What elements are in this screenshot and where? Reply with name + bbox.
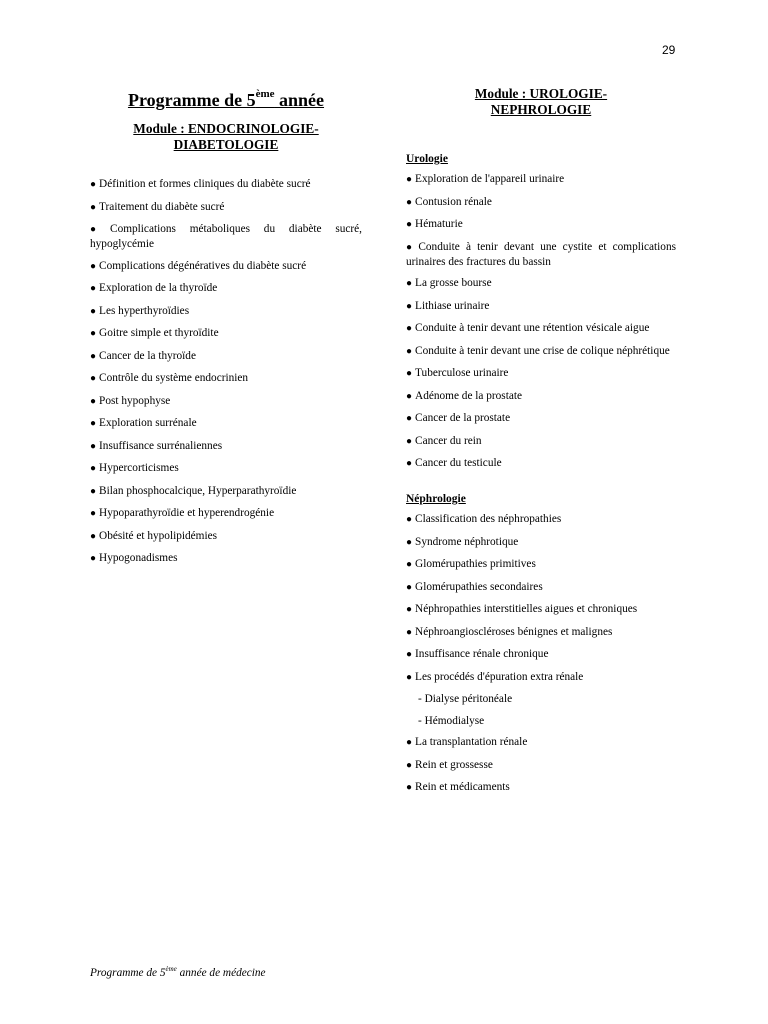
bullet-icon: ● [406,435,413,447]
list-item-text: Glomérupathies secondaires [415,580,543,593]
list-item [90,222,362,251]
list-item-text: Exploration de la thyroïde [99,282,218,294]
bullet-icon: ● [90,463,97,474]
bullet-icon: ● [90,179,97,190]
section-heading-nephrologie: Néphrologie [406,493,466,505]
list-item [90,484,362,499]
list-item [406,735,676,750]
list-item [406,366,676,381]
list-item-text: Post hypophyse [99,394,171,407]
nephrologie-list [406,512,676,795]
list-item-text: Hypoparathyroïdie et hyperendrogénie [99,507,275,519]
list-item-text: Adénome de la prostate [415,389,523,402]
bullet-icon: ● [406,782,413,793]
list-item-text: Cancer du testicule [415,457,502,469]
list-item-text: - Dialyse péritonéale [418,693,513,705]
bullet-icon: ● [406,413,413,424]
list-item-text: Exploration surrénale [99,417,197,429]
list-item [90,394,362,409]
footer-prefix: Programme de 5 [90,966,166,979]
bullet-icon: ● [406,219,413,230]
list-item-text: Glomérupathies primitives [415,558,536,570]
footer-suffix: année de médecine [176,966,266,979]
list-item-text: Conduite à tenir devant une rétention vésicale aigue [415,322,650,334]
list-item [406,780,676,795]
list-item [90,177,362,192]
bullet-icon: ● [406,581,413,593]
page-title-prefix: Programme de 5 [127,90,256,110]
bullet-icon: ● [406,390,413,402]
endocrinologie-list [90,177,362,566]
list-item [406,389,676,404]
list-item [406,195,676,210]
bullet-icon: ● [406,626,413,638]
list-item-text: Hématurie [415,218,463,230]
page-number: 29 [662,43,676,57]
bullet-icon: ● [90,553,97,564]
list-item-text: La transplantation rénale [415,736,528,748]
module-title-endocrinologie [90,121,362,153]
list-item-text: Rein et grossesse [415,758,493,771]
bullet-icon: ● [90,201,97,213]
list-item-text: Goitre simple et thyroïdite [99,327,219,339]
list-item [406,692,676,706]
module-title-line: Module : UROLOGIE- [474,86,608,101]
list-item [406,172,676,187]
bullet-icon: ● [90,395,97,407]
bullet-icon: ● [90,260,97,272]
list-item-text: Insuffisance surrénaliennes [99,439,223,452]
list-item [406,456,676,471]
bullet-icon: ● [90,508,97,519]
list-item [90,529,362,544]
list-item-text: Les procédés d'épuration extra rénale [415,670,584,683]
list-item [90,304,362,319]
list-item [406,321,676,336]
list-item-text: Définition et formes cliniques du diabète sucré [99,178,311,190]
footer-superscript: ème [165,965,177,973]
list-item-text: Contrôle du système endocrinien [99,372,249,384]
left-column [90,84,362,574]
list-item [406,625,676,640]
list-item [90,506,362,521]
page-footer [90,965,266,979]
module-title-line: DIABETOLOGIE [173,137,279,152]
list-item [406,647,676,662]
bullet-icon: ● [406,300,413,312]
bullet-icon: ● [406,671,413,683]
bullet-icon: ● [406,174,413,185]
list-item [406,557,676,572]
page-title [90,84,362,112]
right-column [406,86,676,803]
bullet-icon: ● [406,536,413,548]
list-item-text: Complications métaboliques du diabète sucré, hypoglycémie [90,223,362,250]
list-item [406,670,676,685]
list-item-text: Conduite à tenir devant une cystite et complications urinaires des fractures du bassin [406,240,676,268]
list-item [406,276,676,291]
list-item [406,411,676,426]
module-title-urologie [406,86,676,118]
list-item [90,259,362,274]
list-item [90,371,362,386]
section-heading-urologie: Urologie [406,153,448,165]
list-item [406,344,676,359]
bullet-icon: ● [406,368,413,379]
bullet-icon: ● [406,278,413,289]
bullet-icon: ● [406,514,413,525]
list-item [90,551,362,566]
list-item-text: Les hyperthyroïdies [99,304,190,317]
list-item-text: Cancer de la thyroïde [99,349,196,362]
list-item [406,714,676,728]
bullet-icon: ● [406,196,413,208]
list-item-text: Hypercorticismes [99,462,179,474]
list-item-text: Insuffisance rénale chronique [415,648,549,660]
bullet-icon: ● [406,323,413,334]
list-item-text: La grosse bourse [415,277,492,289]
list-item-text: Obésité et hypolipidémies [99,529,218,542]
bullet-icon: ● [406,649,413,660]
list-item [90,281,362,296]
list-item-text: Hypogonadismes [99,552,178,564]
module-title-line: NEPHROLOGIE [490,102,592,117]
bullet-icon: ● [90,328,97,339]
module-title-line: Module : ENDOCRINOLOGIE- [133,121,319,136]
bullet-icon: ● [90,350,97,362]
bullet-icon: ● [90,305,97,317]
nephrologie-section [406,492,676,795]
list-item [406,580,676,595]
list-item [90,200,362,215]
list-item-text: Classification des néphropathies [415,513,562,525]
list-item [406,299,676,314]
list-item-text: Néphropathies interstitielles aigues et chroniques [415,603,638,615]
list-item-text: Syndrome néphrotique [415,535,519,548]
bullet-icon: ● [406,241,416,253]
list-item-text: Tuberculose urinaire [415,367,509,379]
bullet-icon: ● [90,440,97,452]
bullet-icon: ● [90,224,108,235]
bullet-icon: ● [90,530,97,542]
list-item-text: Lithiase urinaire [415,299,490,312]
list-item-text: Complications dégénératives du diabète sucré [99,259,307,272]
list-item [90,439,362,454]
list-item [406,602,676,617]
list-item-text: Rein et médicaments [415,781,510,793]
urologie-list [406,172,676,471]
list-item [90,326,362,341]
bullet-icon: ● [90,485,97,497]
list-item [406,434,676,449]
list-item-text: Cancer de la prostate [415,412,511,424]
list-item [406,512,676,527]
bullet-icon: ● [406,604,413,615]
list-item [90,416,362,431]
list-item-text: Néphroangioscléroses bénignes et malignes [415,625,613,638]
list-item-text: - Hémodialyse [418,714,485,727]
urologie-section [406,152,676,471]
list-item [406,240,676,269]
list-item [90,461,362,476]
list-item [406,535,676,550]
list-item-text: Contusion rénale [415,195,492,208]
bullet-icon: ● [90,283,97,294]
bullet-icon: ● [90,418,97,429]
bullet-icon: ● [406,458,413,469]
list-item-text: Cancer du rein [415,434,482,447]
list-item-text: Bilan phosphocalcique, Hyperparathyroïdie [99,484,297,497]
list-item [406,217,676,232]
list-item-text: Traitement du diabète sucré [99,200,225,213]
bullet-icon: ● [90,373,97,384]
bullet-icon: ● [406,559,413,570]
list-item [406,758,676,773]
bullet-icon: ● [406,345,413,357]
page-title-superscript: ème [255,88,275,100]
bullet-icon: ● [406,759,413,771]
list-item [90,349,362,364]
bullet-icon: ● [406,737,413,748]
list-item-text: Conduite à tenir devant une crise de colique néphrétique [415,344,670,357]
page-title-suffix: année [274,90,325,110]
list-item-text: Exploration de l'appareil urinaire [415,173,565,185]
